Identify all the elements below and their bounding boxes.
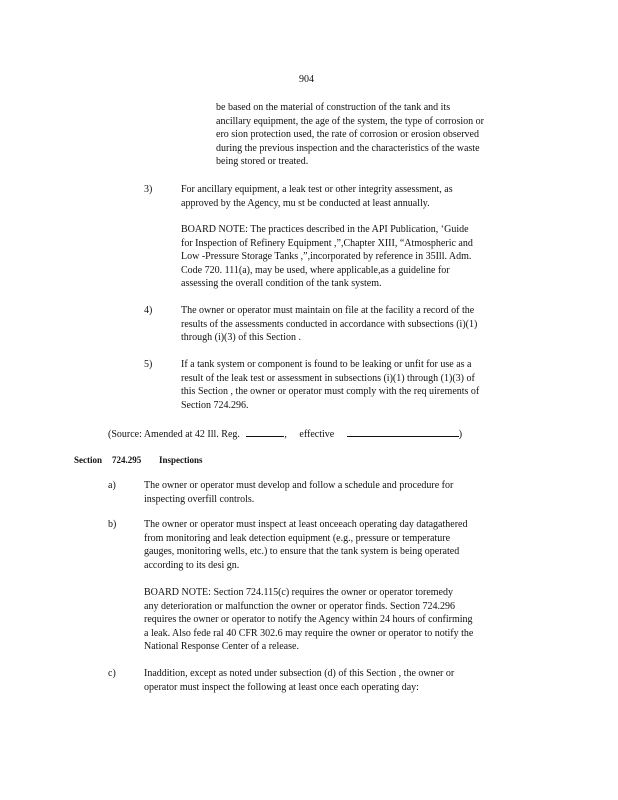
page-number: 904 — [299, 74, 314, 85]
source-prefix: (Source: Amended at 42 Ill. Reg. — [108, 429, 240, 440]
text-line: results of the assessments conducted in accordance with subsections (i)(1) — [181, 318, 478, 330]
text-line: ancillary equipment, the age of the system, the type of corrosion or — [216, 115, 484, 127]
source-close: ) — [458, 429, 463, 440]
text-line: If a tank system or component is found to be leaking or unfit for use as a — [181, 359, 472, 370]
text-line: operator must inspect the following at least once each operating day: — [144, 681, 419, 693]
text-line: during the previous inspection and the characteristics of the waste — [216, 142, 480, 154]
text-line: National Response Center of a release. — [144, 641, 299, 652]
text-line: Inaddition, except as noted under subsection (d) of this Section , the owner or — [144, 668, 455, 679]
text-line: any deterioration or malfunction the owner or operator finds. Section 724.296 — [144, 600, 456, 612]
item-3-text — [181, 183, 453, 210]
text-line: according to its desi gn. — [144, 559, 240, 571]
item-a-text — [144, 479, 453, 506]
text-line: result of the leak test or assessment in subsections (i)(1) through (1)(3) of — [181, 372, 475, 384]
effective-date-blank — [347, 426, 459, 437]
item-a-label: a) — [108, 480, 116, 491]
text-line: The owner or operator must inspect at least onceeach operating day datagathered — [144, 519, 468, 530]
section-title: Inspections — [159, 455, 203, 465]
item-c-text — [144, 667, 454, 694]
item-4-text — [181, 304, 477, 345]
item-5-text — [181, 358, 479, 412]
text-line: The owner or operator must maintain on file at the facility a record of the — [181, 305, 475, 316]
text-line: this Section , the owner or operator must comply with the req uirements of — [181, 386, 480, 397]
item-b-label: b) — [108, 519, 117, 530]
section-word: Section — [74, 455, 102, 465]
text-line: approved by the Agency, mu st be conducted at least annually. — [181, 197, 430, 209]
item-4-label: 4) — [144, 305, 153, 316]
text-line: through (i)(3) of this Section . — [181, 332, 301, 343]
text-line: requires the owner or operator to notify the Agency within 24 hours of confirming — [144, 614, 473, 625]
item-b-board-note — [144, 586, 473, 654]
item-3-board-note — [181, 223, 473, 291]
text-line: assessing the overall condition of the tank system. — [181, 278, 382, 289]
source-note — [108, 426, 462, 442]
text-line: BOARD NOTE: Section 724.115(c) requires the owner or operator toremedy — [144, 587, 453, 598]
text-line: be based on the material of construction of the tank and its — [216, 102, 451, 113]
text-line: BOARD NOTE: The practices described in the API Publication, ‘Guide — [181, 224, 469, 235]
source-comma: , — [284, 429, 287, 440]
item-5-label: 5) — [144, 359, 153, 370]
item-3-label: 3) — [144, 184, 153, 195]
text-line: for Inspection of Refinery Equipment ,”,Chapter XIII, “Atmospheric and — [181, 237, 473, 249]
intro-paragraph — [216, 101, 546, 169]
reg-page-blank — [246, 426, 284, 437]
text-line: being stored or treated. — [216, 156, 309, 167]
source-effective: effective — [299, 429, 335, 440]
section-number: 724.295 — [112, 455, 142, 465]
text-line: gauges, monitoring wells, etc.) to ensure that the tank system is being operated — [144, 546, 460, 557]
text-line: inspecting overfill controls. — [144, 493, 255, 505]
text-line: from monitoring and leak detection equipment (e.g., pressure or temperature — [144, 532, 451, 544]
item-b-text — [144, 518, 467, 572]
text-line: The owner or operator must develop and follow a schedule and procedure for — [144, 480, 454, 491]
text-line: Section 724.296. — [181, 399, 249, 411]
item-c-label: c) — [108, 668, 116, 679]
text-line: Code 720. 111(a), may be used, where applicable,as a guideline for — [181, 264, 450, 276]
text-line: ero sion protection used, the rate of corrosion or erosion observed — [216, 129, 479, 140]
text-line: For ancillary equipment, a leak test or other integrity assessment, as — [181, 184, 453, 195]
text-line: a leak. Also fede ral 40 CFR 302.6 may require the owner or operator to notify the — [144, 627, 474, 639]
text-line: Low -Pressure Storage Tanks ,”,incorporated by reference in 35Ill. Adm. — [181, 251, 472, 262]
